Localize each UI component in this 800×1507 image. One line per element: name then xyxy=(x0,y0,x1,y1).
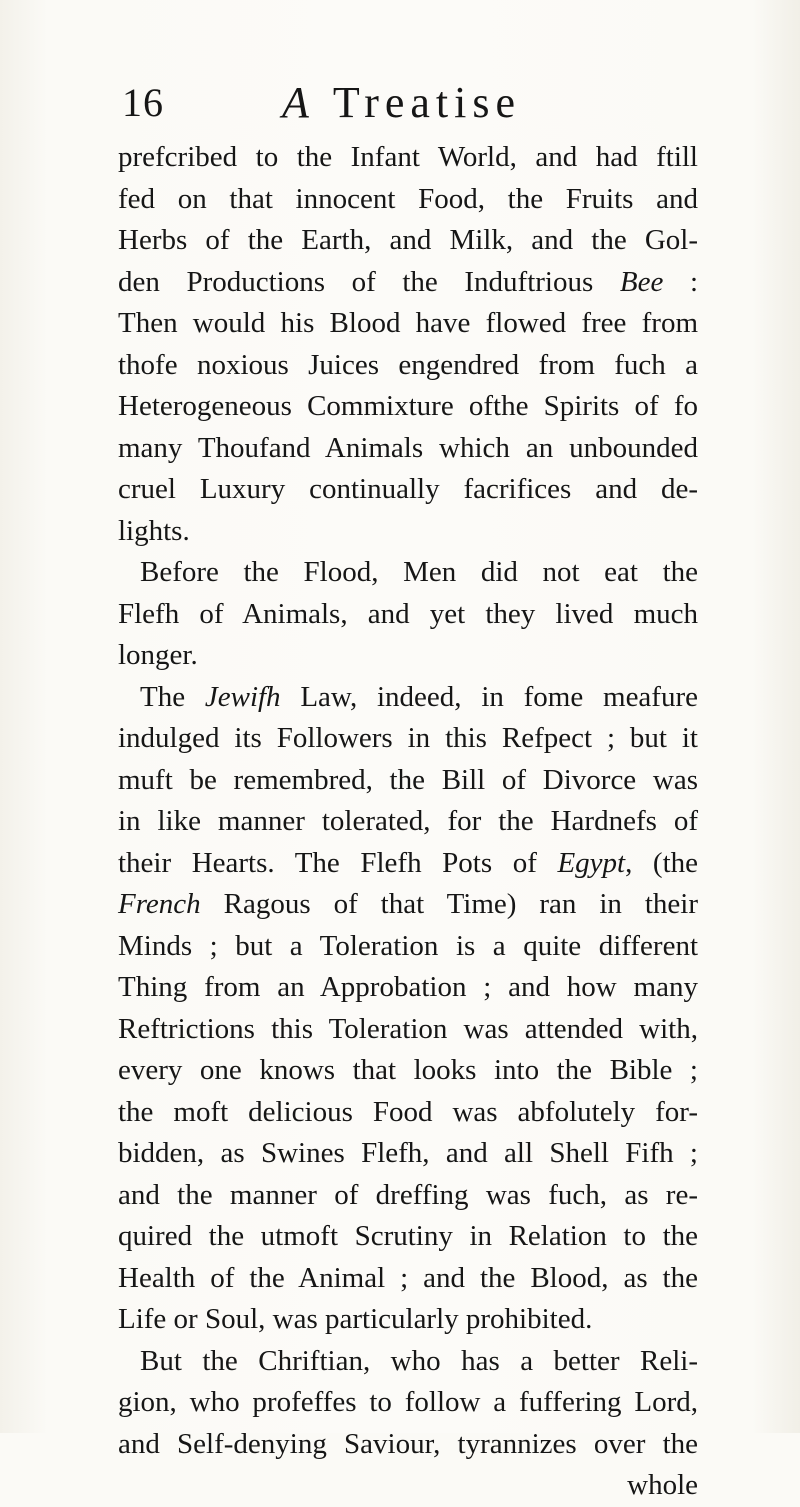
text-line xyxy=(118,635,698,677)
text-line xyxy=(118,1341,698,1383)
line-text: and Self-denying Saviour, tyrannizes over the xyxy=(118,1427,698,1460)
text-line xyxy=(118,967,698,1009)
line-text: their Hearts. The Flefh Pots of xyxy=(118,846,558,879)
text-line xyxy=(118,801,698,843)
line-text: : xyxy=(663,265,698,298)
line-text: Heterogeneous Commixture ofthe Spirits of fo xyxy=(118,390,698,422)
text-line xyxy=(118,1009,698,1051)
line-text: Before the Flood, Men did not eat the xyxy=(140,556,698,588)
text-line xyxy=(118,1465,698,1507)
line-text: Life or Soul, was particularly prohibited. xyxy=(118,1303,593,1335)
text-line xyxy=(118,1216,698,1258)
running-head xyxy=(122,78,682,128)
line-text: Health of the Animal ; and the Blood, as the xyxy=(118,1261,698,1294)
text-line xyxy=(118,552,698,594)
running-title-rest: Treatise xyxy=(332,78,522,127)
line-text: fed on that innocent Food, the Fruits and xyxy=(118,182,698,215)
line-text: Law, indeed, in fome meafure xyxy=(280,680,698,713)
text-line xyxy=(118,469,698,511)
page-number: 16 xyxy=(122,80,164,125)
text-line xyxy=(118,594,698,636)
text-line xyxy=(118,386,698,428)
text-line xyxy=(118,303,698,345)
italic-word: Bee xyxy=(619,265,664,298)
italic-word: Jewifh xyxy=(204,680,281,713)
line-text: quired the utmoft Scrutiny in Relation to the xyxy=(118,1220,698,1252)
line-text: Minds ; but a Toleration is a quite different xyxy=(118,929,698,962)
text-line xyxy=(118,262,698,304)
text-line xyxy=(118,884,698,926)
line-text: Thing from an Approbation ; and how many xyxy=(118,971,698,1003)
text-line xyxy=(118,718,698,760)
line-text: Flefh of Animals, and yet they lived much xyxy=(118,597,698,630)
text-line xyxy=(118,137,698,179)
line-text: the moft delicious Food was abfolutely for- xyxy=(118,1095,698,1128)
text-line xyxy=(118,1382,698,1424)
running-title-initial: A xyxy=(282,78,315,127)
line-text: Reftrictions this Toleration was attended with, xyxy=(118,1012,698,1045)
text-line xyxy=(118,428,698,470)
line-text: The xyxy=(140,680,205,713)
line-text: Ragous of that Time) ran in their xyxy=(200,888,698,920)
text-line xyxy=(118,1424,698,1466)
line-text: prefcribed to the Infant World, and had ftill xyxy=(118,141,698,173)
line-text: indulged its Followers in this Refpect ; but it xyxy=(118,722,698,754)
text-line xyxy=(118,1258,698,1300)
line-text: in like manner tolerated, for the Hardnefs of xyxy=(118,805,698,837)
line-text: Herbs of the Earth, and Milk, and the Gol- xyxy=(118,224,698,256)
line-text: But the Chriftian, who has a better Reli- xyxy=(140,1344,698,1377)
line-text: bidden, as Swines Flefh, and all Shell Fifh ; xyxy=(118,1137,698,1169)
italic-word: French xyxy=(118,888,201,920)
text-line xyxy=(118,760,698,802)
line-text: every one knows that looks into the Bible ; xyxy=(118,1054,698,1086)
text-line xyxy=(118,220,698,262)
text-line xyxy=(118,1092,698,1134)
running-title xyxy=(282,78,521,128)
line-text: many Thoufand Animals which an unbounded xyxy=(118,431,698,464)
body-text xyxy=(118,137,698,1507)
line-text: lights. xyxy=(118,514,190,547)
text-line xyxy=(118,345,698,387)
line-text: , (the xyxy=(625,846,699,879)
text-line xyxy=(118,1050,698,1092)
line-text: gion, who profeffes to follow a fuffering Lord, xyxy=(118,1386,698,1418)
text-line xyxy=(118,1133,698,1175)
italic-word: Egypt xyxy=(557,846,626,879)
line-text: and the manner of dreffing was fuch, as re- xyxy=(118,1178,698,1211)
text-line xyxy=(118,1299,698,1341)
line-text: thofe noxious Juices engendred from fuch a xyxy=(118,348,698,381)
text-line xyxy=(118,677,698,719)
text-line xyxy=(118,511,698,553)
line-text: cruel Luxury continually facrifices and de- xyxy=(118,473,698,505)
text-line xyxy=(118,926,698,968)
line-text: Then would his Blood have flowed free from xyxy=(118,307,698,339)
line-text: muft be remembred, the Bill of Divorce was xyxy=(118,763,698,796)
line-text: whole xyxy=(627,1469,698,1501)
text-line xyxy=(118,179,698,221)
text-line xyxy=(118,1175,698,1217)
line-text: longer. xyxy=(118,639,198,671)
line-text: den Productions of the Induftrious xyxy=(118,265,620,298)
text-line xyxy=(118,843,698,885)
